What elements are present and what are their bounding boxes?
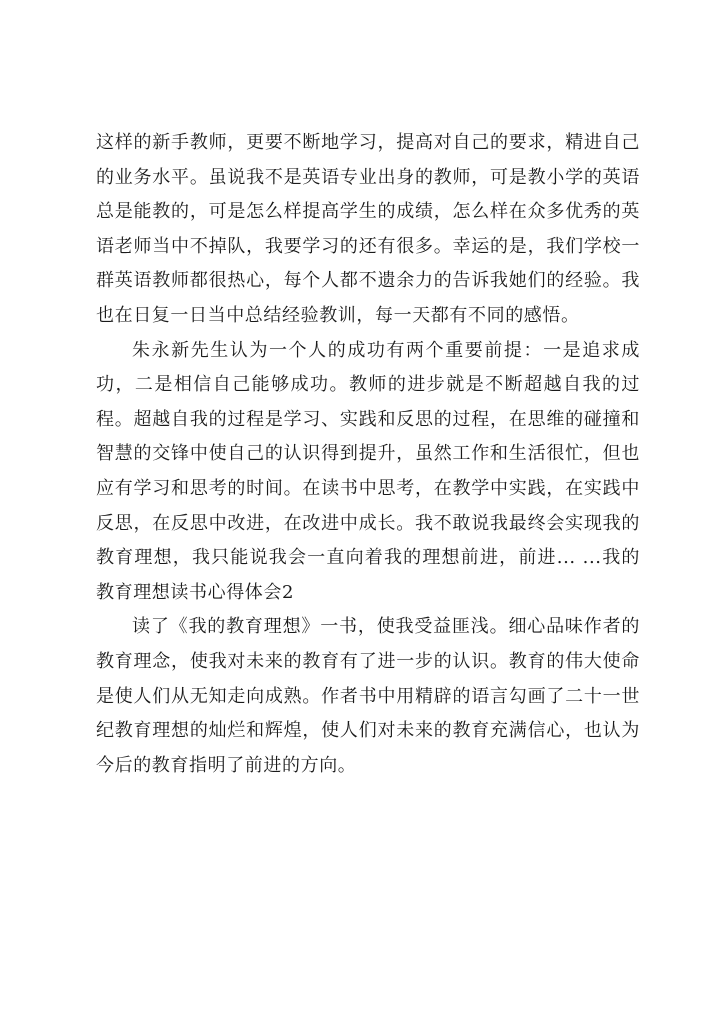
paragraph-3: 读了《我的教育理想》一书，使我受益匪浅。细心品味作者的教育理念，使我对未来的教育有了进一步的认识。教育的伟大使命是使人们从无知走向成熟。作者书中用精辟的语言勾画了二十一世纪教育理想的灿烂和辉煌，使人们对未来的教育充满信心，也认为今后的教育指明了前进的方向。 — [96, 616, 640, 776]
document-body — [96, 126, 640, 783]
paragraph-2: 朱永新先生认为一个人的成功有两个重要前提：一是追求成功，二是相信自己能够成功。教师的进步就是不断超越自我的过程。超越自我的过程是学习、实践和反思的过程，在思维的碰撞和智慧的交锋中使自己的认识得到提升，虽然工作和生活很忙，但也应有学习和思考的时间。在读书中思考，在教学中实践，在实践中反思，在反思中改进，在改进中成长。我不敢说我最终会实现我的教育理想，我只能说我会一直向着我的理想前进，前进... ...我的教育理想读书心得体会2 — [96, 339, 640, 603]
paragraph-1: 这样的新手教师，更要不断地学习，提高对自己的要求，精进自己的业务水平。虽说我不是英语专业出身的教师，可是教小学的英语总是能教的，可是怎么样提高学生的成绩，怎么样在众多优秀的英语老师当中不掉队，我要学习的还有很多。幸运的是，我们学校一群英语教师都很热心，每个人都不遗余力的告诉我她们的经验。我也在日复一日当中总结经验教训，每一天都有不同的感悟。 — [96, 132, 640, 326]
